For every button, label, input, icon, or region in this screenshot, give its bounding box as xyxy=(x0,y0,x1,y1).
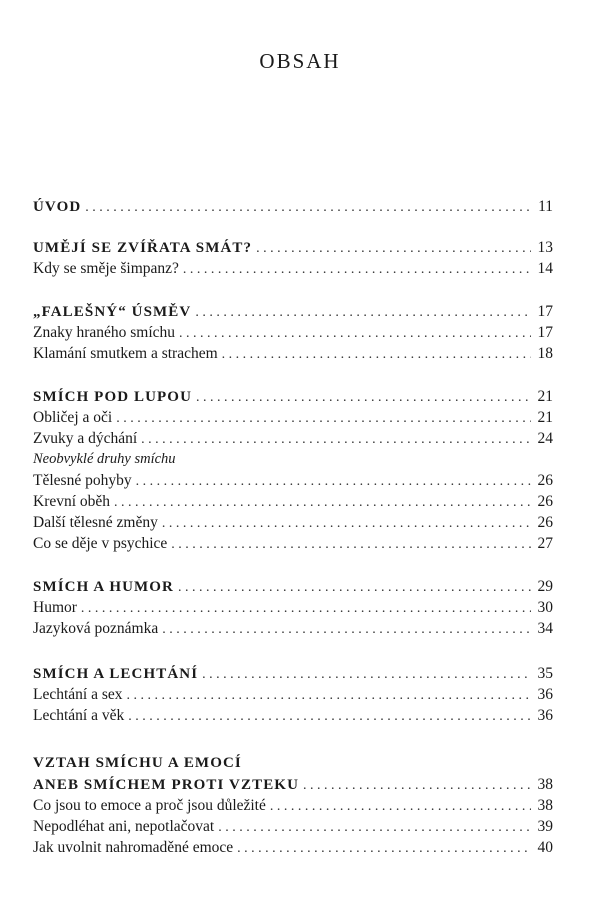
toc-item-row xyxy=(33,533,553,554)
toc-heading-label: SMÍCH A LECHTÁNÍ xyxy=(33,666,199,682)
toc-page-number: 18 xyxy=(537,345,553,362)
toc-leader-dots xyxy=(116,408,531,429)
toc-leader-dots xyxy=(303,775,531,796)
toc-leader-dots xyxy=(179,323,531,344)
toc-section-falesny-usmev xyxy=(33,301,553,364)
toc-page-number: 26 xyxy=(537,514,553,531)
toc-page-number: 38 xyxy=(537,797,553,814)
toc-leader-dots xyxy=(222,344,531,365)
toc-leader-dots xyxy=(195,302,531,323)
toc-item-label: Tělesné pohyby xyxy=(33,472,132,489)
toc-item-row xyxy=(33,684,553,705)
toc-item-row xyxy=(33,322,553,343)
toc-heading-row xyxy=(33,301,553,322)
toc-section-vztah-smichu-a-emoci xyxy=(33,753,553,858)
toc-heading-label: SMÍCH A HUMOR xyxy=(33,579,174,595)
toc-item-label: Jazyková poznámka xyxy=(33,620,159,637)
toc-leader-dots xyxy=(237,838,531,859)
toc-heading-row xyxy=(33,663,553,684)
toc-item-row xyxy=(33,816,553,837)
toc-page-number: 34 xyxy=(537,620,553,637)
toc-item-label: Humor xyxy=(33,599,77,616)
toc-item-label: Nepodléhat ani, nepotlačovat xyxy=(33,818,215,835)
page-title: OBSAH xyxy=(259,49,341,73)
toc-item-label: Krevní oběh xyxy=(33,493,111,510)
toc-leader-dots xyxy=(256,238,531,259)
toc-heading-line xyxy=(33,753,553,774)
toc-item-label: Kdy se směje šimpanz? xyxy=(33,260,179,277)
toc-item-row xyxy=(33,491,553,512)
toc-page-number: 21 xyxy=(537,388,553,405)
toc-page-number: 27 xyxy=(537,535,553,552)
toc-heading-label: SMÍCH POD LUPOU xyxy=(33,389,192,405)
toc-page-number: 36 xyxy=(537,707,553,724)
toc-item-row xyxy=(33,428,553,449)
toc-section-smich-pod-lupou xyxy=(33,386,553,554)
toc-heading-label: ÚVOD xyxy=(33,199,82,215)
toc-item-row xyxy=(33,837,553,858)
toc-page-number: 26 xyxy=(537,493,553,510)
toc-section-smich-a-humor xyxy=(33,576,553,639)
toc-page-number: 21 xyxy=(537,409,553,426)
toc-page-number: 39 xyxy=(537,818,553,835)
toc-leader-dots xyxy=(136,471,531,492)
toc-leader-dots xyxy=(85,197,531,218)
toc-leader-dots xyxy=(141,429,531,450)
table-of-contents xyxy=(33,196,553,858)
toc-item-label: Jak uvolnit nahromaděné emoce xyxy=(33,839,234,856)
toc-page-number: 17 xyxy=(537,324,553,341)
toc-item-row xyxy=(33,470,553,491)
toc-heading-label: ANEB SMÍCHEM PROTI VZTEKU xyxy=(33,777,300,793)
toc-page-number: 13 xyxy=(537,239,553,256)
toc-item-label: Co se děje v psychice xyxy=(33,535,168,552)
toc-leader-dots xyxy=(81,598,531,619)
toc-item-label: Lechtání a věk xyxy=(33,707,125,724)
toc-leader-dots xyxy=(202,664,531,685)
toc-heading-row xyxy=(33,774,553,795)
toc-item-label: Co jsou to emoce a proč jsou důležité xyxy=(33,797,266,814)
toc-leader-dots xyxy=(270,796,531,817)
toc-leader-dots xyxy=(218,817,531,838)
toc-leader-dots xyxy=(183,259,531,280)
toc-leader-dots xyxy=(127,685,531,706)
toc-item-row xyxy=(33,407,553,428)
toc-page-number: 29 xyxy=(537,578,553,595)
toc-item-row xyxy=(33,258,553,279)
toc-heading-label: UMĚJÍ SE ZVÍŘATA SMÁT? xyxy=(33,240,253,256)
toc-item-row xyxy=(33,343,553,364)
toc-heading-row xyxy=(33,576,553,597)
toc-page-number: 24 xyxy=(537,430,553,447)
toc-item-label: Další tělesné změny xyxy=(33,514,158,531)
toc-item-label: Znaky hraného smíchu xyxy=(33,324,176,341)
toc-leader-dots xyxy=(114,492,531,513)
toc-section-uvod xyxy=(33,196,553,217)
toc-page-number: 14 xyxy=(537,260,553,277)
toc-page-number: 11 xyxy=(538,198,553,215)
toc-heading-label: VZTAH SMÍCHU A EMOCÍ xyxy=(33,755,242,771)
toc-leader-dots xyxy=(178,577,531,598)
toc-section-smich-a-lechtani xyxy=(33,663,553,726)
toc-section-zvirata xyxy=(33,237,553,279)
toc-subheading-label: Neobvyklé druhy smíchu xyxy=(33,451,176,467)
toc-heading-row xyxy=(33,196,553,217)
toc-leader-dots xyxy=(162,513,531,534)
toc-item-row xyxy=(33,618,553,639)
toc-heading-row xyxy=(33,386,553,407)
toc-item-row xyxy=(33,597,553,618)
toc-item-row xyxy=(33,795,553,816)
toc-leader-dots xyxy=(162,619,531,640)
toc-item-row xyxy=(33,512,553,533)
toc-item-label: Lechtání a sex xyxy=(33,686,123,703)
toc-heading-label: „FALEŠNÝ“ ÚSMĚV xyxy=(33,304,192,320)
toc-leader-dots xyxy=(128,706,531,727)
toc-page-number: 38 xyxy=(537,776,553,793)
toc-page-number: 36 xyxy=(537,686,553,703)
toc-page-number: 17 xyxy=(537,303,553,320)
toc-page-number: 26 xyxy=(537,472,553,489)
toc-page-number: 35 xyxy=(537,665,553,682)
toc-leader-dots xyxy=(196,387,531,408)
toc-item-row xyxy=(33,705,553,726)
toc-item-label: Obličej a oči xyxy=(33,409,113,426)
toc-heading-row xyxy=(33,237,553,258)
toc-item-label: Zvuky a dýchání xyxy=(33,430,138,447)
toc-item-label: Klamání smutkem a strachem xyxy=(33,345,218,362)
toc-page-number: 30 xyxy=(537,599,553,616)
toc-leader-dots xyxy=(171,534,531,555)
toc-subheading-row xyxy=(33,449,553,470)
toc-page-number: 40 xyxy=(537,839,553,856)
